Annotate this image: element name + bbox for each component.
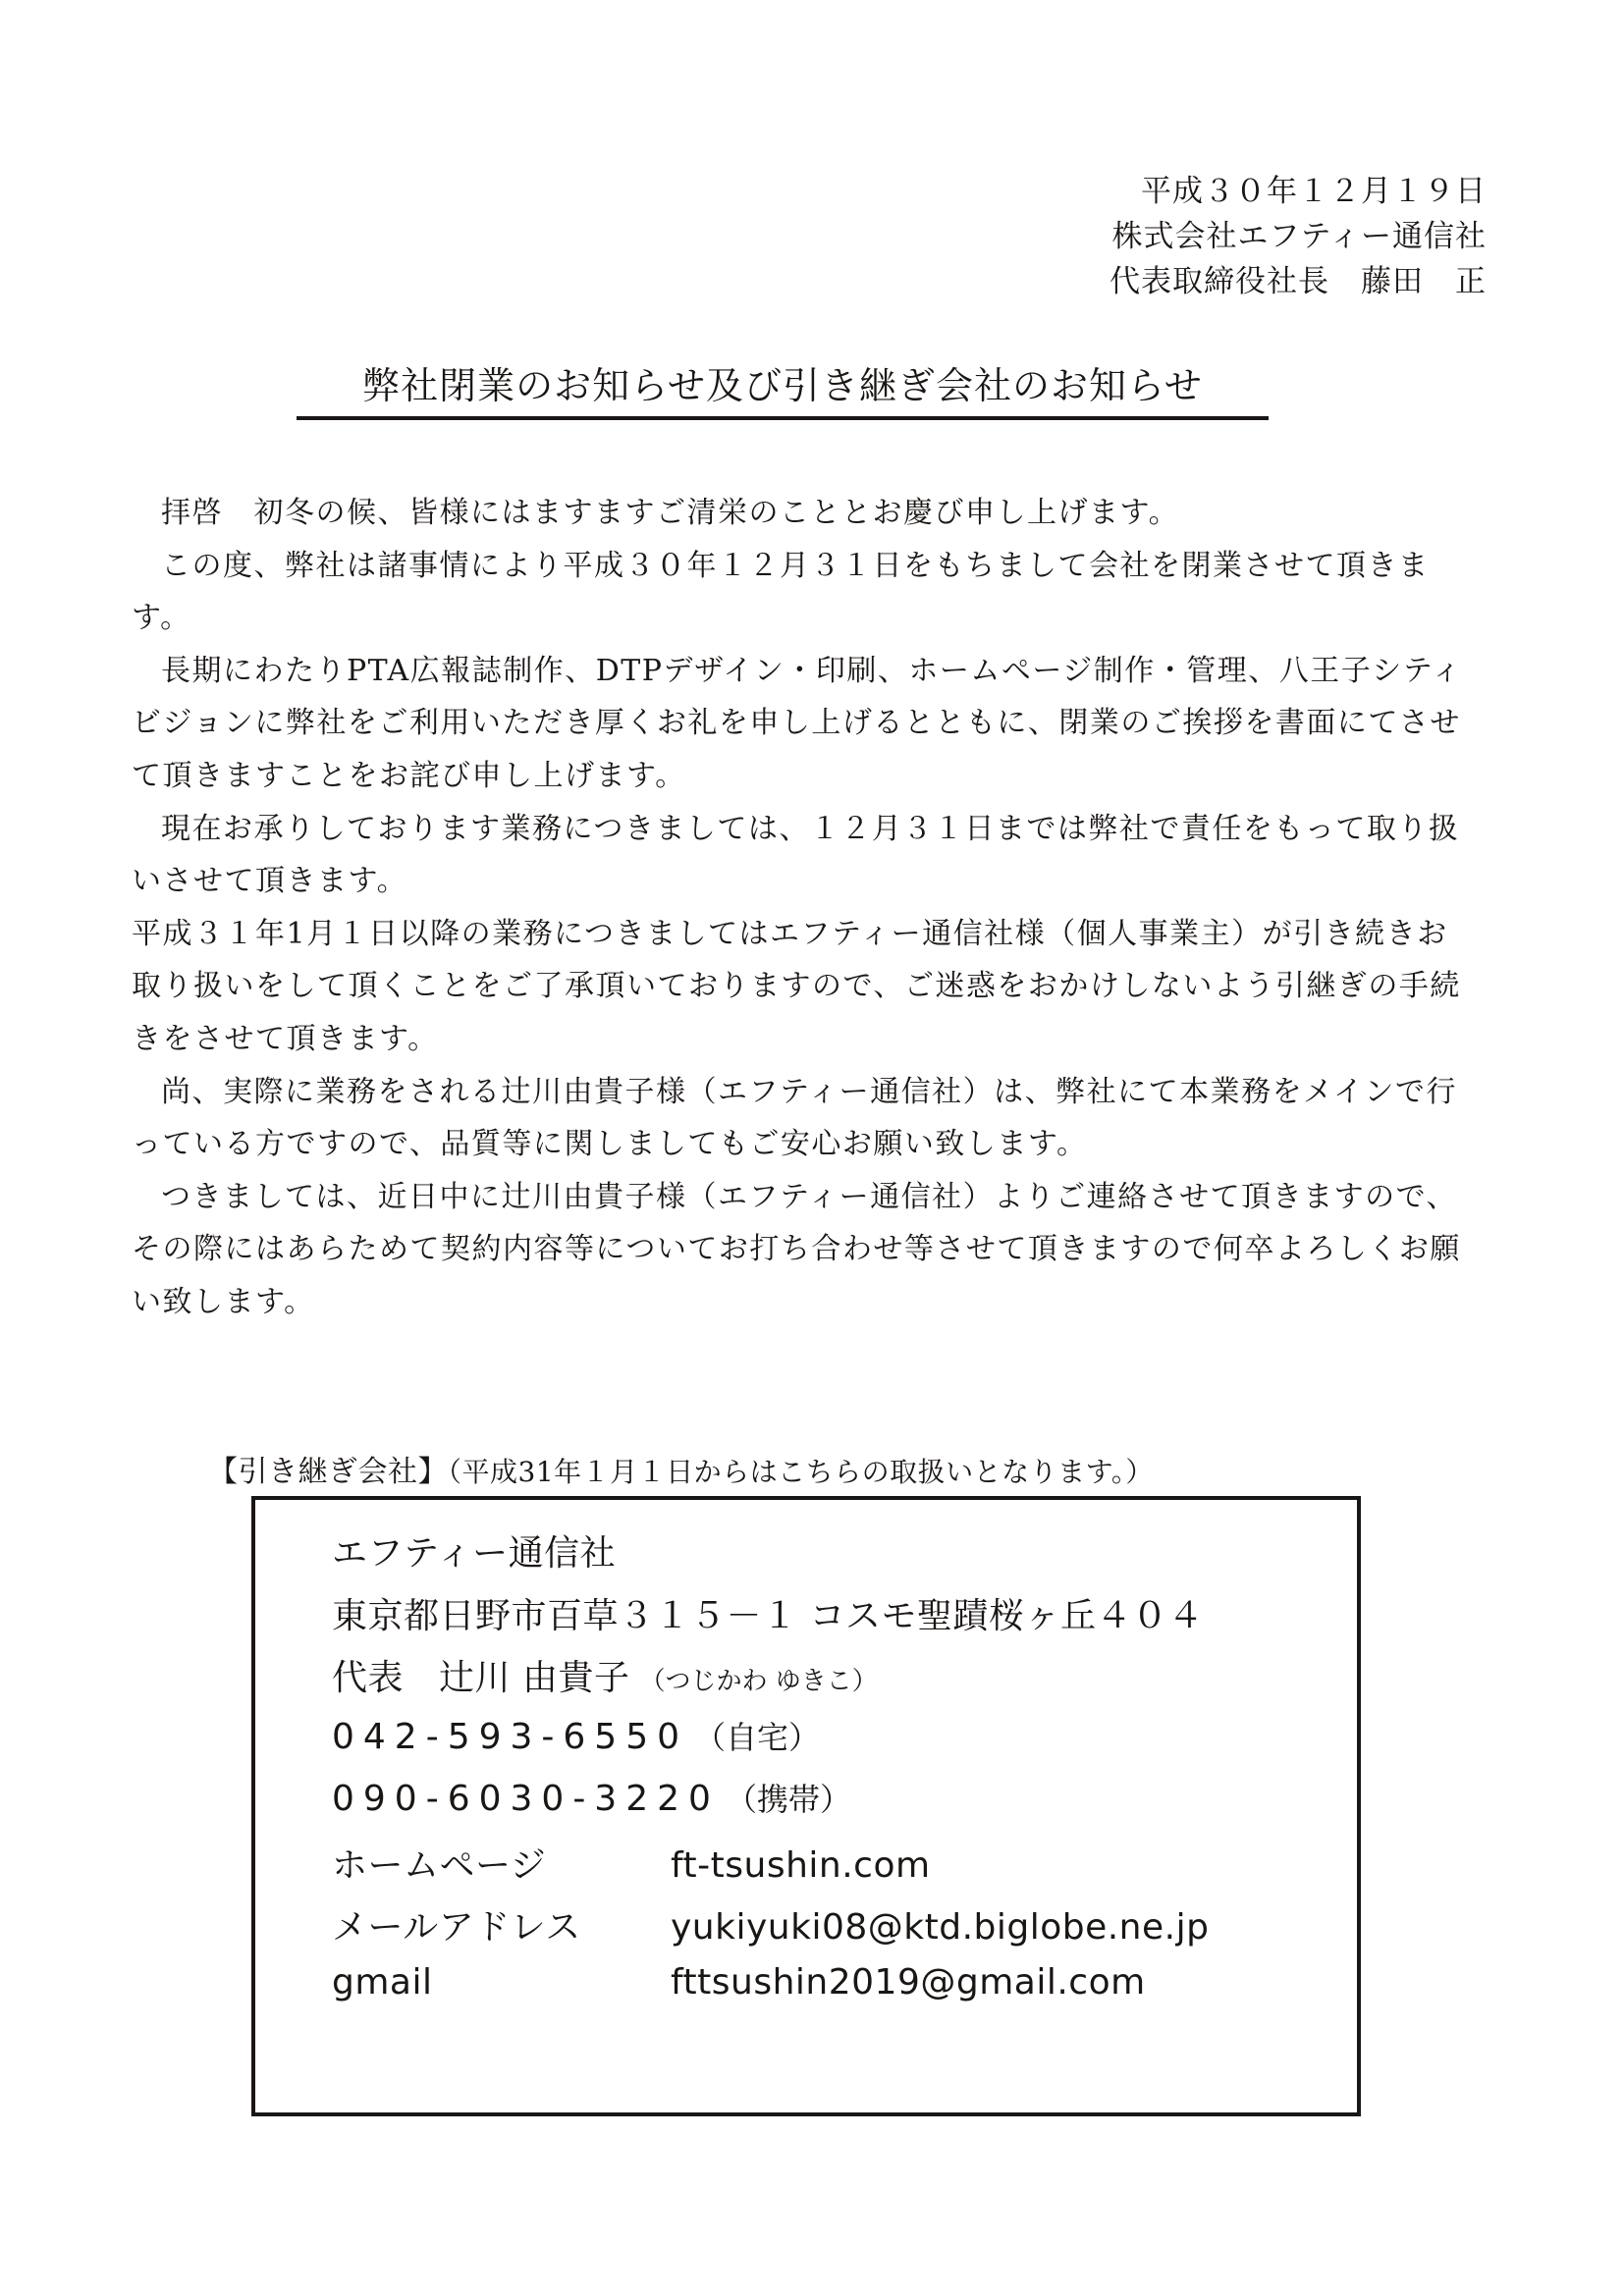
successor-heading-note: （平成31年１月１日からはこちらの取扱いとなります。） xyxy=(448,1456,1154,1488)
sender-representative: 代表取締役社長 藤田 正 xyxy=(1110,264,1487,299)
letter-body xyxy=(132,487,1477,1329)
representative-label: 代表 xyxy=(332,1658,405,1698)
paragraph-handover: 平成３１年1月１日以降の業務につきましてはエフティー通信社様（個人事業主）が引き続きお取り扱いをして頂くことをご了承頂いておりますので、ご迷惑をおかけしないよう引継ぎの手続きをさせて頂きます。 xyxy=(132,916,1461,1056)
sender-block xyxy=(1110,169,1487,304)
paragraph-greeting: 拝啓 初冬の候、皆様にはますますご清栄のこととお慶び申し上げます。 xyxy=(161,496,1180,530)
phone-home-label: （自宅） xyxy=(694,1718,821,1756)
homepage-label: ホームページ xyxy=(332,1844,547,1886)
phone-mobile-number[interactable]: 090-6030-3220 xyxy=(332,1779,720,1819)
phone-home-number[interactable]: 042-593-6550 xyxy=(332,1716,689,1757)
homepage-link[interactable]: ft-tsushin.com xyxy=(671,1844,931,1886)
document-title-block xyxy=(297,361,1269,410)
successor-heading-label: 【引き継ぎ会社】 xyxy=(208,1455,448,1489)
document-title: 弊社閉業のお知らせ及び引き継ぎ会社のお知らせ xyxy=(362,364,1203,407)
title-underline xyxy=(297,416,1269,420)
contact-list xyxy=(332,1525,1209,2024)
email-link[interactable]: yukiyuki08@ktd.biglobe.ne.jp xyxy=(671,1907,1210,1948)
paragraph-thanks: 長期にわたりPTA広報誌制作、DTPデザイン・印刷、ホームページ制作・管理、八王子シティビジョンに弊社をご利用いただき厚くお礼を申し上げるとともに、閉業のご挨拶を書面にてさせて頂きますことをお詫び申し上げます。 xyxy=(132,653,1463,793)
phone-mobile-label: （携帯） xyxy=(725,1781,851,1818)
paragraph-closure-announcement: この度、弊社は諸事情により平成３０年１２月３１日をもちまして会社を閉業させて頂きます。 xyxy=(132,548,1430,636)
gmail-label: gmail xyxy=(332,1961,433,2002)
contact-address-row xyxy=(332,1588,1209,1651)
contact-phone-home-row xyxy=(332,1713,1209,1776)
contact-email-row xyxy=(332,1899,1209,1962)
successor-contact-box xyxy=(251,1496,1361,2116)
paragraph-successor-person: 尚、実際に業務をされる辻川由貴子様（エフティー通信社）は、弊社にて本業務をメインで行っている方ですので、品質等に関しましてもご安心お願い致します。 xyxy=(132,1074,1457,1162)
paragraph-current-work: 現在お承りしております業務につきましては、１２月３１日までは弊社で責任をもって取り扱いさせて頂きます。 xyxy=(132,811,1460,899)
representative-name: 辻川 由貴子 xyxy=(439,1658,630,1698)
contact-company-row xyxy=(332,1525,1209,1588)
email-label: メールアドレス xyxy=(332,1907,581,1948)
representative-reading: （つじかわ ゆきこ） xyxy=(639,1667,878,1696)
contact-phone-mobile-row xyxy=(332,1775,1209,1838)
successor-heading xyxy=(208,1451,1154,1494)
letter-date: 平成３０年１２月１９日 xyxy=(1141,174,1487,209)
contact-gmail-row xyxy=(332,1962,1209,2025)
paragraph-closing: つきましては、近日中に辻川由貴子様（エフティー通信社）よりご連絡させて頂きますので、その際にはあらためて契約内容等についてお打ち合わせ等させて頂きますので何卒よろしくお願い致します。 xyxy=(132,1179,1461,1319)
contact-representative-row xyxy=(332,1650,1209,1713)
gmail-link[interactable]: fttsushin2019@gmail.com xyxy=(671,1961,1146,2002)
sender-company: 株式会社エフティー通信社 xyxy=(1111,219,1487,254)
successor-address: 東京都日野市百草３１５－１ コスモ聖蹟桜ヶ丘４０４ xyxy=(332,1595,1204,1636)
successor-company-name: エフティー通信社 xyxy=(332,1533,617,1574)
contact-homepage-row xyxy=(332,1838,1209,1900)
